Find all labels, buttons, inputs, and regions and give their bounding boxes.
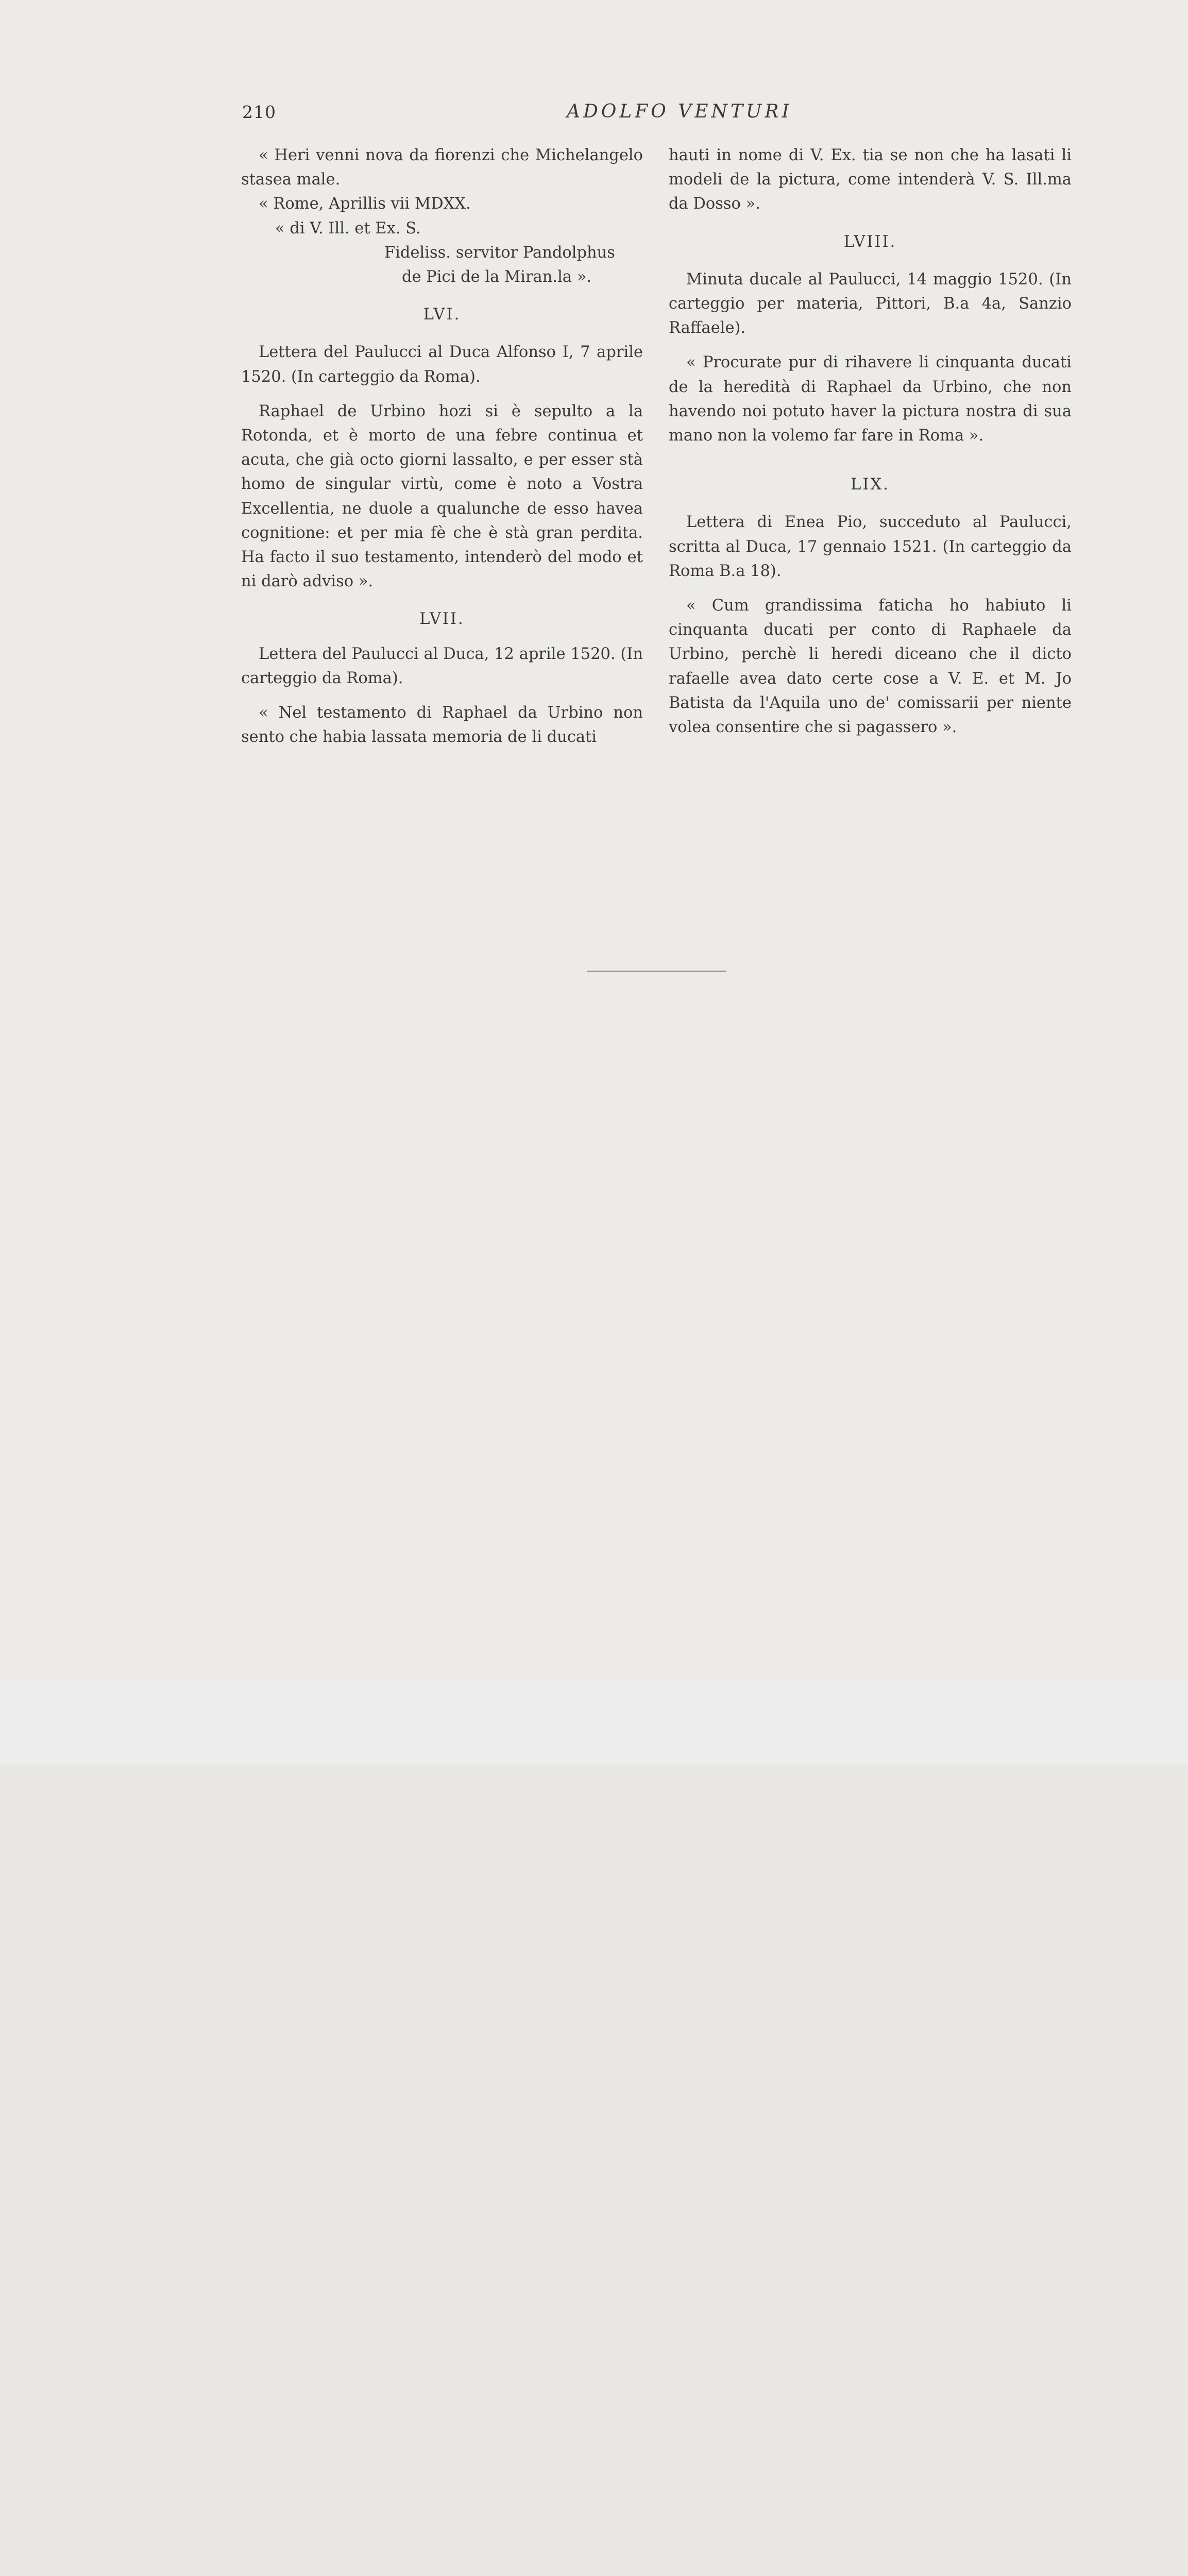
section-heading-lvi: LVI.	[423, 306, 461, 324]
section-summary-lix: Lettera di Enea Pio, succeduto al Paulucci, scritta al Duca, 17 gennaio 1521. (In carteggio da Roma B.a 18).	[669, 513, 1072, 580]
end-rule	[587, 971, 726, 972]
section-text-lvi: Raphael de Urbino hozi si è sepulto a la Rotonda, et è morto de una febre continua et acuta, che già octo giorni lassalto, e per esser stà homo de singular virtù, come è noto a Vostra Excellentia, ne duole a qualunche de esso havea cognitione: et per mia fè che è stà gran perdita. Ha facto il suo testamento, intenderò del modo et ni darò adviso ».	[241, 402, 643, 591]
section-summary-lviii: Minuta ducale al Paulucci, 14 maggio 1520. (In carteggio per materia, Pittori, B.a 4a, Sanzio Raffaele).	[669, 270, 1072, 337]
intro-quote: « Heri venni nova da fiorenzi che Michelangelo stasea male.	[241, 146, 643, 189]
section-heading-lvii: LVII.	[419, 610, 465, 629]
section-summary-lvii: Lettera del Paulucci al Duca, 12 aprile 1520. (In carteggio da Roma).	[241, 645, 643, 687]
intro-signature-place: de Pici de la Miran.la ».	[402, 268, 592, 286]
footer-bar	[0, 1681, 1188, 1765]
page-number: 210	[242, 102, 276, 122]
section-text-lviii: « Procurate pur di rihavere li cinquanta ducati de la heredità di Raphael da Urbino, che non havendo noi potuto haver la pictura nostra di sua mano non la volemo far fare in Roma ».	[669, 353, 1072, 445]
running-title: ADOLFO VENTURI	[567, 101, 792, 122]
intro-salutation: « di V. Ill. et Ex. S.	[275, 219, 421, 238]
intro-date: « Rome, Aprillis vii MDXX.	[259, 195, 471, 213]
left-column	[241, 143, 643, 749]
section-text-lix: « Cum grandissima faticha ho habiuto li cinquanta ducati per conto di Raphaele da Urbino, perchè li heredi diceano che il dicto rafaelle avea dato certe cose a V. E. et M. Jo Batista da l'Aquila uno de' comissarii per niente volea consentire che si pagassero ».	[669, 597, 1072, 737]
section-heading-lix: LIX.	[851, 476, 890, 494]
section-summary-lvi: Lettera del Paulucci al Duca Alfonso I, 7 aprile 1520. (In carteggio da Roma).	[241, 343, 643, 386]
section-text-lvii: « Nel testamento di Raphael da Urbino non sento che habia lassata memoria de li ducati	[241, 704, 643, 747]
continuation-text: hauti in nome di V. Ex. tia se non che ha lasati li modeli de la pictura, come intenderà V. S. Ill.ma da Dosso ».	[669, 146, 1072, 213]
right-column	[669, 143, 1072, 739]
section-heading-lviii: LVIII.	[843, 232, 897, 251]
intro-signature: Fideliss. servitor Pandolphus	[384, 243, 615, 262]
